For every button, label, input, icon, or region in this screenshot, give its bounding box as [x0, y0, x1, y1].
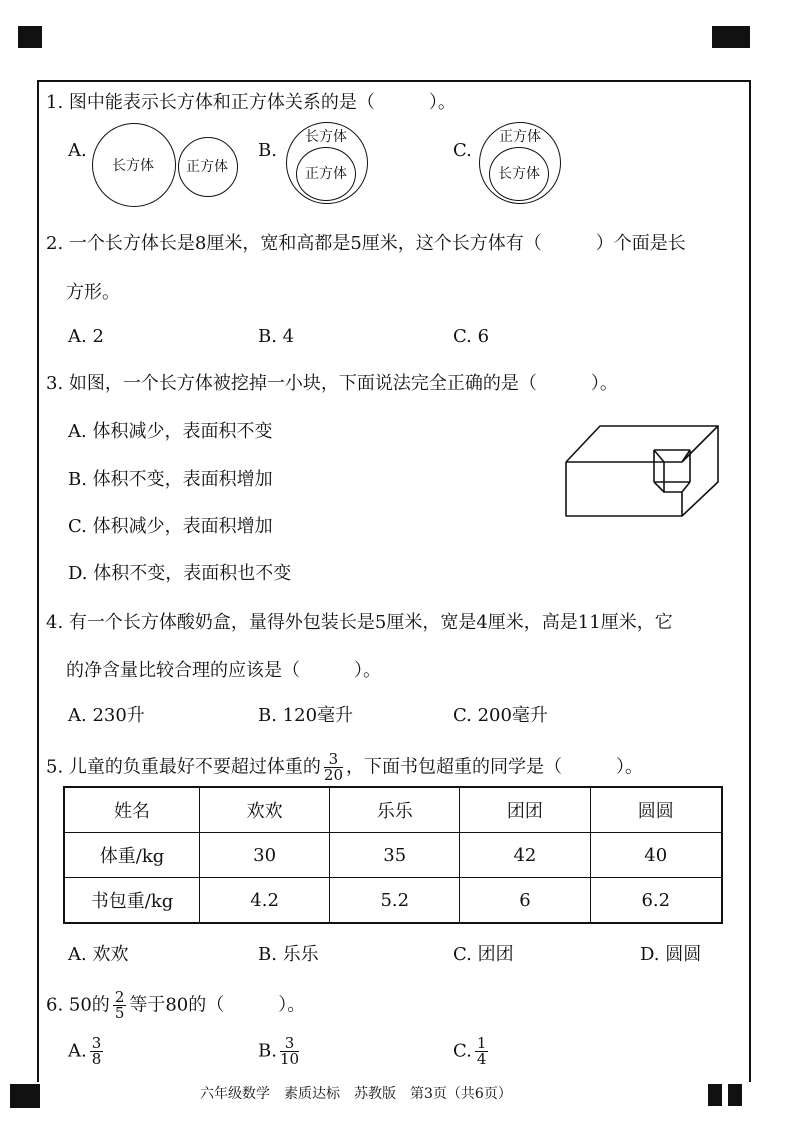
q6-option-b-label: B.	[258, 1040, 277, 1062]
q6-option-b-fraction	[280, 1036, 299, 1067]
page-footer: 六年级数学 素质达标 苏教版 第3页（共6页）	[200, 1086, 512, 1102]
table-row	[64, 878, 722, 924]
q5-option-d: D. 圆圆	[640, 944, 702, 965]
table-header-cell: 乐乐	[330, 787, 460, 833]
registration-mark-bottom-right-2	[728, 1084, 742, 1106]
registration-mark-top-right	[712, 26, 750, 48]
q6-option-a-label: A.	[68, 1040, 87, 1062]
q4-option-b: B. 120毫升	[258, 705, 354, 726]
q6-option-c-fraction	[475, 1036, 489, 1067]
table-header-row	[64, 787, 722, 833]
question-2-line-2: 方形。	[66, 282, 120, 303]
q6-fraction-numerator: 2	[114, 988, 125, 1006]
registration-mark-top-left	[18, 26, 42, 48]
table-cell: 体重/kg	[64, 833, 200, 878]
q1-c-circle-outer-label: 正方体	[499, 129, 541, 145]
q1-a-circle-small-label: 正方体	[186, 159, 228, 175]
question-6-fraction	[113, 990, 127, 1021]
q1-option-c-label: C.	[453, 140, 472, 161]
q3-option-d: D. 体积不变，表面积也不变	[68, 563, 292, 584]
registration-mark-bottom-left	[10, 1084, 40, 1108]
question-6-suffix: 等于80的（ ）。	[129, 994, 306, 1016]
table-cell: 35	[330, 833, 460, 878]
q5-fraction-numerator: 3	[324, 752, 343, 768]
table-cell: 30	[200, 833, 330, 878]
q2-option-b: B. 4	[258, 326, 295, 347]
q4-option-a: A. 230升	[68, 705, 145, 726]
q5-fraction-denominator: 20	[323, 766, 343, 784]
q1-a-circle-large-label: 长方体	[112, 158, 154, 174]
fraction-numerator: 3	[91, 1034, 102, 1052]
q6-option-c	[453, 1036, 491, 1067]
question-6-prefix: 6. 50的	[46, 994, 110, 1016]
question-5-fraction	[324, 752, 343, 783]
q1-c-circle-inner-label: 长方体	[498, 166, 540, 182]
table-header-cell: 团团	[460, 787, 590, 833]
table-cell: 42	[460, 833, 590, 878]
q1-option-a-label: A.	[68, 140, 87, 161]
table-header-cell: 姓名	[64, 787, 200, 833]
fraction-numerator: 1	[476, 1034, 487, 1052]
fraction-denominator: 10	[279, 1050, 300, 1068]
fraction-denominator: 4	[476, 1050, 487, 1068]
table-cell: 6.2	[590, 878, 722, 924]
q2-option-c: C. 6	[453, 326, 490, 347]
question-5	[46, 752, 643, 783]
fraction-denominator: 8	[91, 1050, 102, 1068]
table-cell: 书包重/kg	[64, 878, 200, 924]
question-2-line-1: 2. 一个长方体长是8厘米，宽和高都是5厘米，这个长方体有（ ）个面是长	[46, 233, 686, 254]
q3-option-b: B. 体积不变，表面积增加	[68, 469, 273, 490]
q1-option-b-label: B.	[258, 140, 277, 161]
table-cell: 5.2	[330, 878, 460, 924]
table-cell: 6	[460, 878, 590, 924]
table-cell: 40	[590, 833, 722, 878]
q5-option-a: A. 欢欢	[68, 944, 129, 965]
question-5-prefix: 5. 儿童的负重最好不要超过体重的	[46, 756, 321, 778]
q5-option-b: B. 乐乐	[258, 944, 319, 965]
fraction-numerator: 3	[280, 1036, 299, 1052]
question-1: 1. 图中能表示长方体和正方体关系的是（ ）。	[46, 92, 456, 113]
registration-mark-bottom-right-1	[708, 1084, 722, 1106]
table-header-cell: 欢欢	[200, 787, 330, 833]
question-4-line-1: 4. 有一个长方体酸奶盒，量得外包装长是5厘米，宽是4厘米，高是11厘米，它	[46, 612, 673, 633]
q6-option-c-label: C.	[453, 1040, 472, 1062]
q4-option-c: C. 200毫升	[453, 705, 548, 726]
q3-option-c: C. 体积减少，表面积增加	[68, 516, 273, 537]
q5-option-c: C. 团团	[453, 944, 514, 965]
table-cell: 4.2	[200, 878, 330, 924]
table-row	[64, 833, 722, 878]
question-5-suffix: ，下面书包超重的同学是（ ）。	[346, 756, 643, 778]
question-3: 3. 如图，一个长方体被挖掉一小块，下面说法完全正确的是（ ）。	[46, 373, 618, 394]
table-header-cell: 圆圆	[590, 787, 722, 833]
q6-option-a	[68, 1036, 106, 1067]
q2-option-a: A. 2	[68, 326, 104, 347]
q1-b-circle-inner-label: 正方体	[305, 166, 347, 182]
q6-option-a-fraction	[90, 1036, 104, 1067]
q3-option-a: A. 体积减少，表面积不变	[68, 421, 273, 442]
question-4-line-2: 的净含量比较合理的应该是（ ）。	[66, 660, 381, 681]
question-6	[46, 990, 305, 1021]
q6-option-b	[258, 1036, 302, 1067]
q6-fraction-denominator: 5	[114, 1004, 125, 1022]
q1-b-circle-outer-label: 长方体	[305, 129, 347, 145]
cuboid-with-notch-figure	[560, 420, 725, 520]
weight-table	[63, 786, 723, 924]
